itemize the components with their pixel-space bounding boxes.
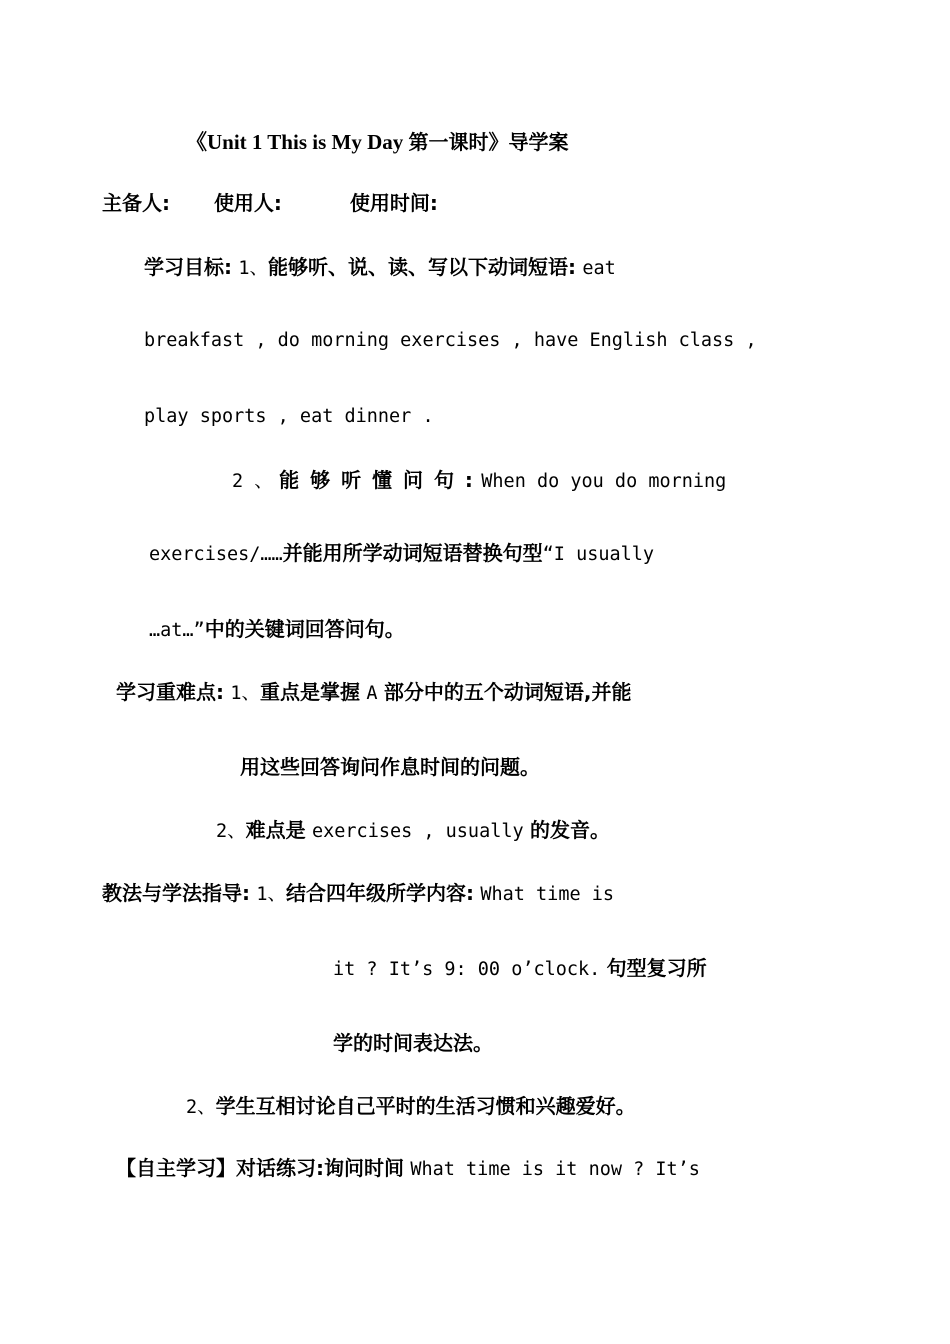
self-study-label: 【自主学习】对话练习:询问时间 — [116, 1156, 404, 1180]
objectives-line-4: 2 、 能 够 听 懂 问 句 : When do you do morning — [232, 468, 727, 492]
guidance-label: 教法与学法指导: — [102, 881, 250, 905]
objectives-label: 学习目标: — [144, 255, 232, 279]
time-label: 使用时间: — [349, 191, 438, 215]
page-title: 《Unit 1 This is My Day 第一课时》导学案 — [186, 130, 569, 154]
keypoints-line-1: 学习重难点: 1、重点是掌握 A 部分中的五个动词短语,并能 — [116, 680, 632, 704]
guidance-line-3: 学的时间表达法。 — [333, 1031, 493, 1055]
guidance-line-1: 教法与学法指导: 1、结合四年级所学内容: What time is — [102, 881, 615, 905]
guidance-line-4: 2、学生互相讨论自己平时的生活习惯和兴趣爱好。 — [186, 1094, 636, 1118]
objectives-line-1: 学习目标: 1、能够听、说、读、写以下动词短语: eat — [144, 255, 616, 279]
keypoints-line-2: 用这些回答询问作息时间的问题。 — [240, 755, 540, 779]
staff-line — [102, 190, 438, 216]
keypoints-line-3: 2、难点是 exercises , usually 的发音。 — [216, 818, 610, 842]
preparer-label: 主备人: — [102, 191, 170, 215]
guidance-line-2: it ? It’s 9: 00 o’clock. 句型复习所 — [333, 956, 707, 980]
objectives-line-6: …at…”中的关键词回答问句。 — [149, 617, 405, 641]
user-label: 使用人: — [213, 191, 282, 215]
self-study-line: 【自主学习】对话练习:询问时间 What time is it now ? It’s — [116, 1156, 700, 1180]
keypoints-label: 学习重难点: — [116, 680, 224, 704]
objectives-line-3: play sports , eat dinner . — [144, 406, 434, 427]
objectives-line-5: exercises/……并能用所学动词短语替换句型“I usually — [149, 541, 655, 565]
objectives-line-2: breakfast , do morning exercises , have English class , — [144, 330, 757, 351]
